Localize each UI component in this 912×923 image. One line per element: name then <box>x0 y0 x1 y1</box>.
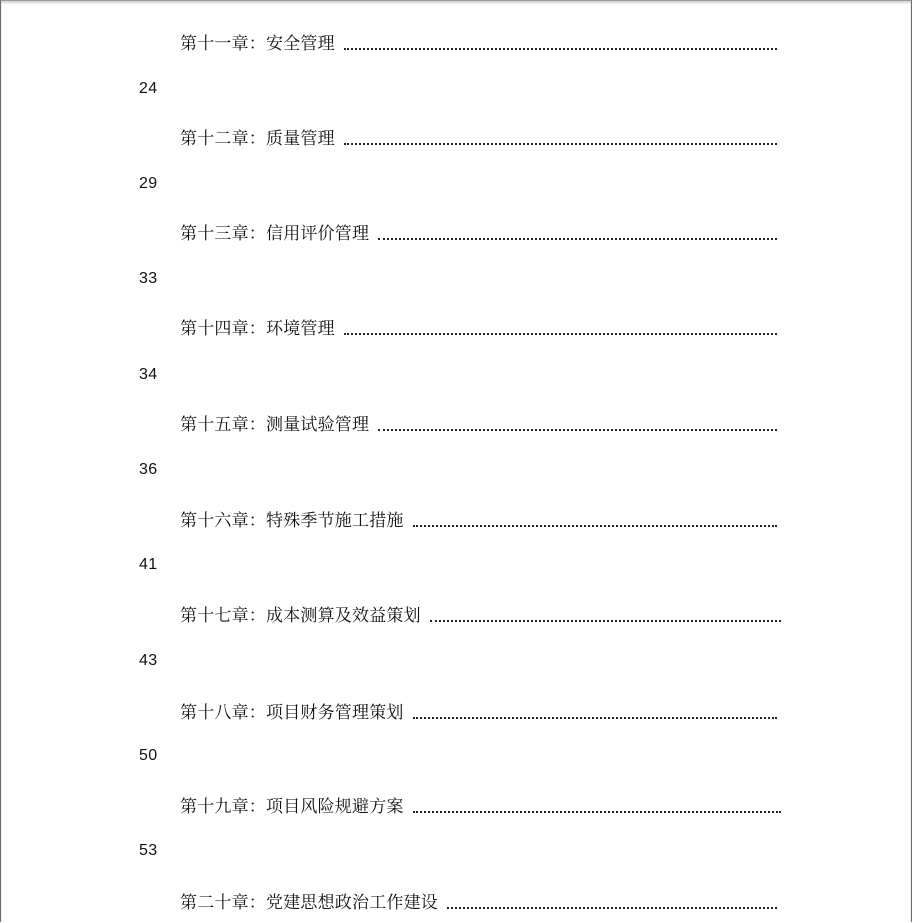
toc-page-number: 43 <box>139 652 158 669</box>
toc-entry[interactable] <box>180 410 777 436</box>
toc-entry-title: 第十九章：项目风险规避方案 <box>180 797 404 817</box>
toc-page-number: 50 <box>139 747 158 764</box>
toc-entry[interactable] <box>180 506 777 532</box>
toc-entry-title: 第二十章：党建思想政治工作建设 <box>180 893 438 913</box>
toc-dot-leader <box>344 333 777 335</box>
toc-dot-leader <box>413 811 781 813</box>
toc-entry[interactable] <box>180 792 781 818</box>
toc-entry-title: 第十一章：安全管理 <box>180 34 335 54</box>
toc-page-number: 29 <box>139 175 158 192</box>
toc-entry-title: 第十三章：信用评价管理 <box>180 224 370 244</box>
toc-dot-leader <box>413 525 777 527</box>
toc-entry[interactable] <box>180 219 777 245</box>
toc-dot-leader <box>344 48 777 50</box>
toc-entry-title: 第十五章：测量试验管理 <box>180 415 370 435</box>
toc-dot-leader <box>447 907 777 909</box>
toc-entry-title: 第十四章：环境管理 <box>180 319 335 339</box>
toc-dot-leader <box>413 717 777 719</box>
toc-page-number: 33 <box>139 270 158 287</box>
toc-page-number: 53 <box>139 842 158 859</box>
toc-entry-title: 第十八章：项目财务管理策划 <box>180 703 404 723</box>
toc-entry[interactable] <box>180 601 781 627</box>
toc-entry[interactable] <box>180 314 777 340</box>
toc-page-number: 34 <box>139 366 158 383</box>
toc-entry[interactable] <box>180 29 777 55</box>
toc-entry-title: 第十六章：特殊季节施工措施 <box>180 511 404 531</box>
toc-page-number: 41 <box>139 556 158 573</box>
toc-page-number: 24 <box>139 80 158 97</box>
toc-entry[interactable] <box>180 124 777 150</box>
toc-entry-title: 第十二章：质量管理 <box>180 129 335 149</box>
toc-entry[interactable] <box>180 888 777 914</box>
toc-entry-title: 第十七章：成本测算及效益策划 <box>180 606 421 626</box>
toc-dot-leader <box>378 429 777 431</box>
toc-page-number: 36 <box>139 461 158 478</box>
toc-dot-leader <box>378 238 777 240</box>
toc-dot-leader <box>344 143 777 145</box>
toc-dot-leader <box>430 620 781 622</box>
toc-entry[interactable] <box>180 698 777 724</box>
